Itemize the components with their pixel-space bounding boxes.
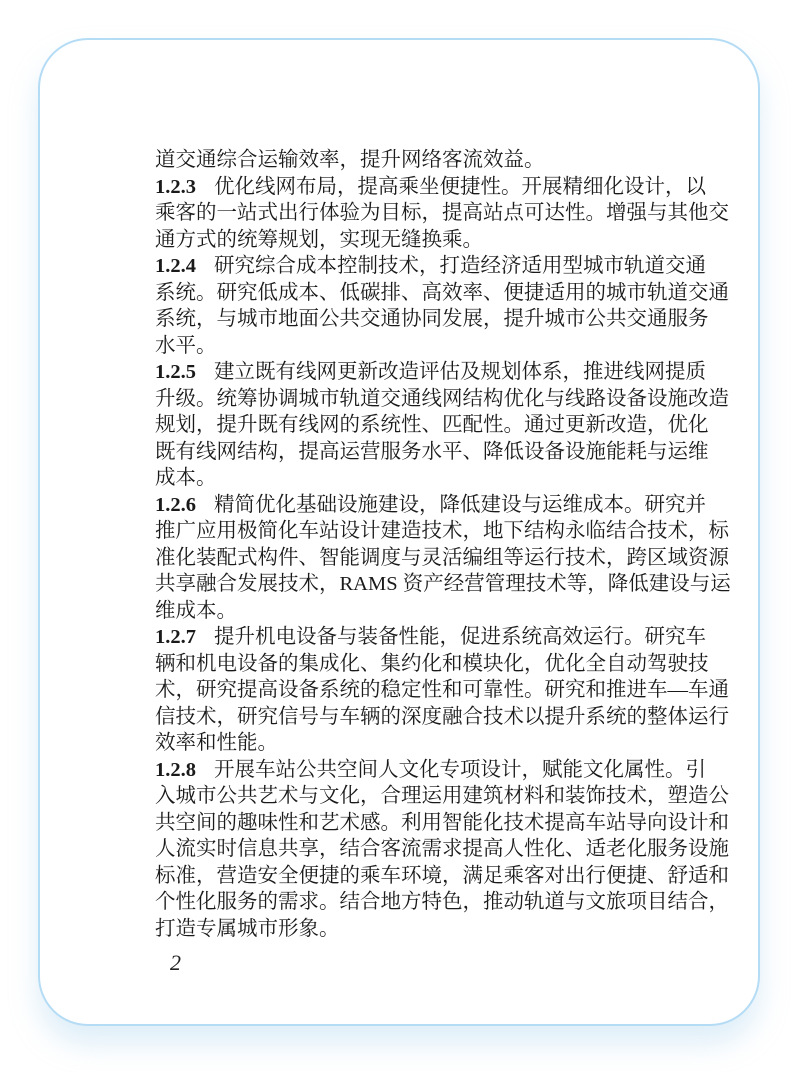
text-line [155,280,729,307]
section-number: 1.2.5 [155,361,196,383]
paragraph-continuation [155,147,649,174]
line-text: 维成本。 [155,599,237,622]
text-line [155,465,649,492]
section-number: 1.2.6 [155,493,196,516]
line-text: 水平。 [155,334,217,357]
line-text: 共享融合发展技术，RAMS 资产经营管理技术等，降低建设与运 [155,573,731,595]
section-1-2-3 [155,174,729,254]
line-text: 建立既有线网更新改造评估及规划体系，推进线网提质 [214,361,706,383]
text-line [155,677,729,704]
line-text: 升级。统筹协调城市轨道交通线网结构优化与线路设备设施改造 [155,387,729,410]
text-line [155,863,729,890]
line-text: 乘客的一站式出行体验为目标，提高站点可达性。增强与其他交 [155,202,729,224]
text-line [155,545,729,572]
text-line [155,624,706,651]
line-text: 打造专属城市形象。 [155,917,340,940]
line-text: 人流实时信息共享，结合客流需求提高人性化、适老化服务设施 [155,838,729,860]
text-line [155,200,729,227]
line-text: 既有线网结构，提高运营服务水平、降低设备设施能耗与运维 [155,440,709,463]
text-line [155,227,649,254]
line-text: 准化装配式构件、智能调度与灵活编组等运行技术，跨区域资源 [155,546,729,569]
section-1-2-8 [155,757,729,943]
text-line [155,492,706,519]
line-text: 术，研究提高设备系统的稳定性和可靠性。研究和推进车—车通 [155,679,729,701]
text-line [155,810,729,837]
line-text: 个性化服务的需求。结合地方特色，推动轨道与文旅项目结合， [155,891,729,913]
line-text: 规划，提升既有线网的系统性、匹配性。通过更新改造，优化 [155,414,709,436]
text-line [155,704,729,731]
section-number: 1.2.7 [155,626,196,648]
text-line [155,571,731,598]
text-line [155,598,649,625]
section-1-2-4 [155,253,729,359]
text-line [155,253,706,280]
section-1-2-7 [155,624,729,757]
text-line [155,757,706,784]
line-text: 信技术，研究信号与车辆的深度融合技术以提升系统的整体运行 [155,705,729,728]
section-1-2-6 [155,492,731,625]
text-line [155,916,649,943]
line-text: 精简优化基础设施建设，降低建设与运维成本。研究并 [214,493,706,516]
line-text: 标准，营造安全便捷的乘车环境，满足乘客对出行便捷、舒适和 [155,864,729,887]
line-text: 提升机电设备与装备性能，促进系统高效运行。研究车 [214,626,706,648]
page-number: 2 [170,950,181,975]
text-line [155,333,649,360]
line-text: 辆和机电设备的集成化、集约化和模块化，优化全自动驾驶技 [155,652,709,675]
section-number: 1.2.4 [155,255,196,277]
line-text: 共空间的趣味性和艺术感。利用智能化技术提高车站导向设计和 [155,811,729,834]
text-line [155,783,729,810]
line-text: 效率和性能。 [155,732,278,754]
line-text: 系统。研究低成本、低碳排、高效率、便捷适用的城市轨道交通 [155,281,729,304]
text-line [155,651,709,678]
text-line [155,174,706,201]
line-text: 系统，与城市地面公共交通协同发展，提升城市公共交通服务 [155,308,709,330]
text-line [155,889,729,916]
section-number: 1.2.8 [155,758,196,781]
line-text: 通方式的统筹规划，实现无缝换乘。 [155,228,483,251]
text-line [155,518,729,545]
text-line [155,439,709,466]
text-line [155,412,709,439]
line-text: 入城市公共艺术与文化，合理运用建筑材料和装饰技术，塑造公 [155,785,729,807]
line-text: 优化线网布局，提高乘坐便捷性。开展精细化设计，以 [214,175,706,198]
text-line [155,386,729,413]
line-text: 开展车站公共空间人文化专项设计，赋能文化属性。引 [214,758,706,781]
text-line [155,306,709,333]
line-text: 成本。 [155,467,217,489]
line-text: 道交通综合运输效率，提升网络客流效益。 [155,149,545,171]
text-line [155,836,729,863]
section-number: 1.2.3 [155,175,196,198]
document-body [155,147,731,942]
text-line [155,359,706,386]
text-line [155,147,649,174]
section-1-2-5 [155,359,729,492]
line-text: 研究综合成本控制技术，打造经济适用型城市轨道交通 [214,255,706,277]
line-text: 推广应用极简化车站设计建造技术，地下结构永临结合技术，标 [155,520,729,542]
text-line [155,730,649,757]
